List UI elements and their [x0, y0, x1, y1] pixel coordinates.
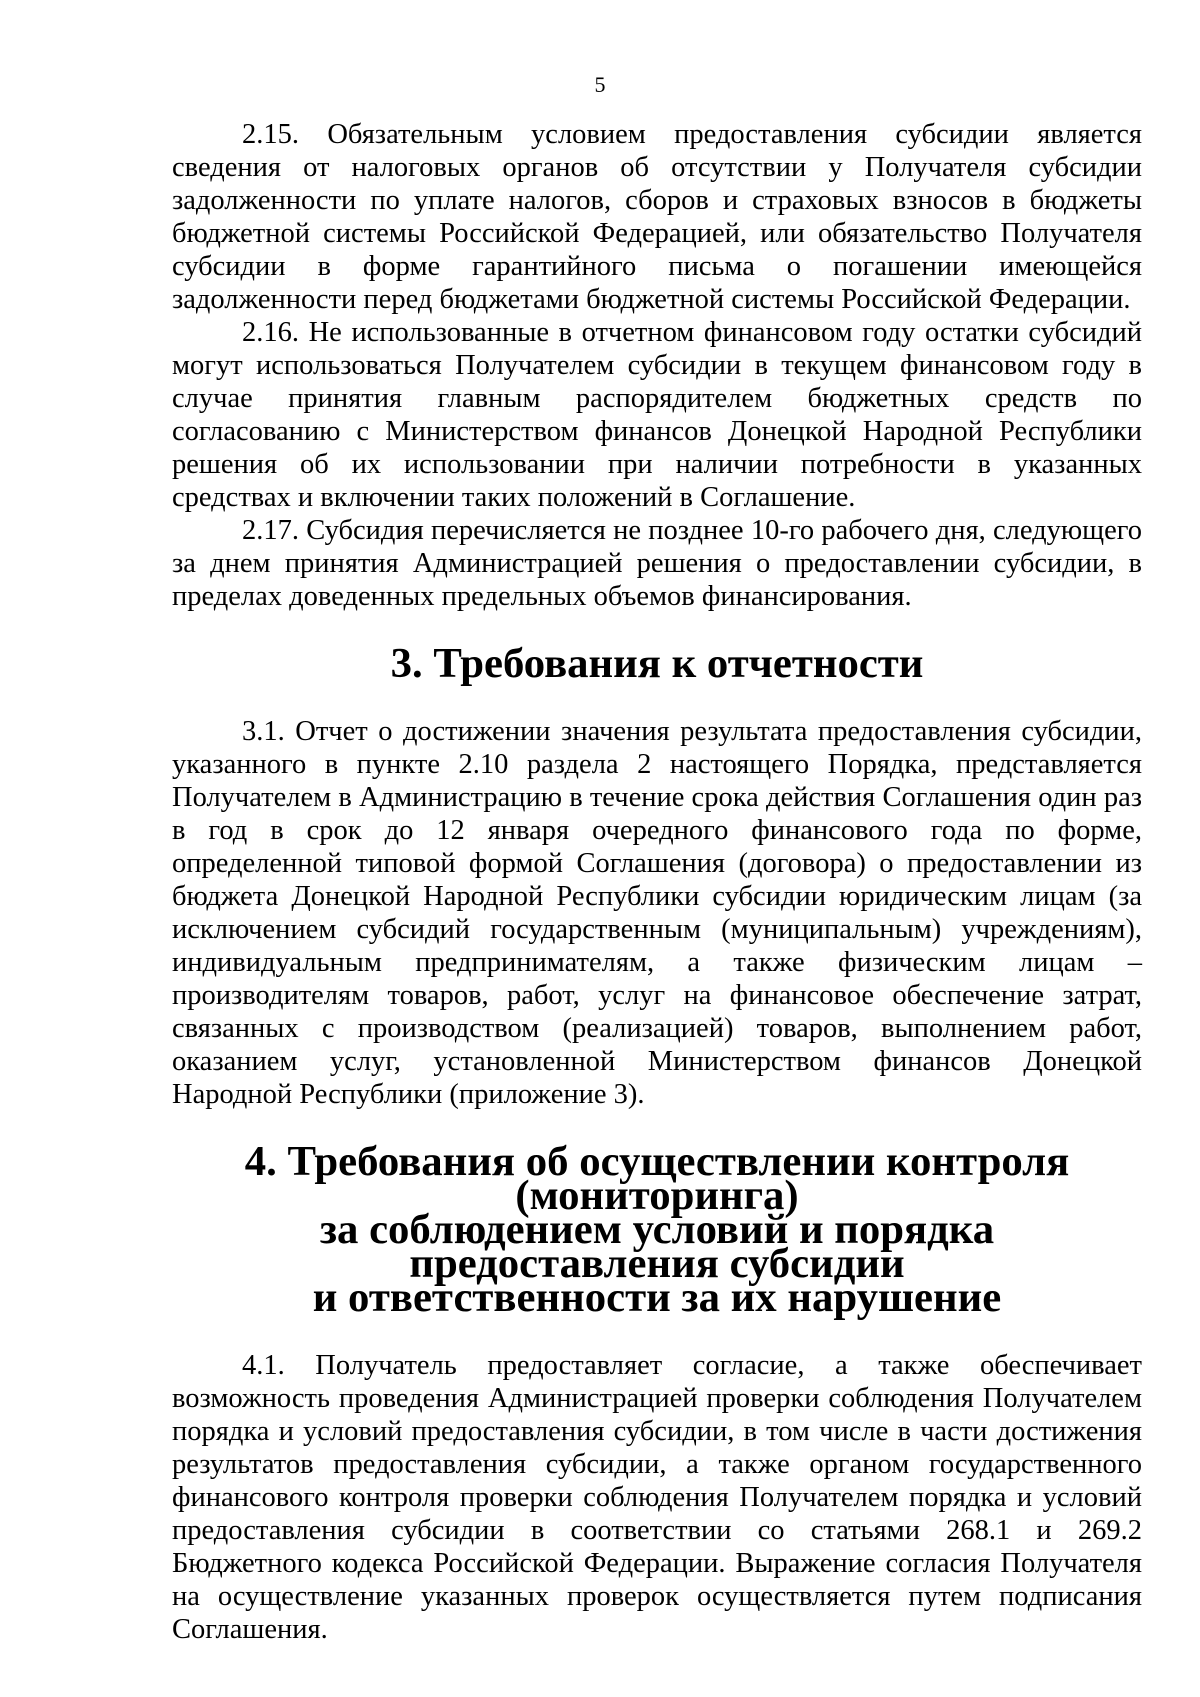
paragraph-2-15: 2.15. Обязательным условием предоставления субсидии является сведения от налоговых органов об отсутствии у Получателя субсидии задолженности по уплате налогов, сборов и страховых взносов в бюджеты бюджетной системы Российской Федерацией, или обязательство Получателя субсидии в форме гарантийного письма о погашении имеющейся задолженности перед бюджетами бюджетной системы Российской Федерации.: [172, 119, 1142, 315]
paragraph-3-1: 3.1. Отчет о достижении значения результата предоставления субсидии, указанного в пункте 2.10 раздела 2 настоящего Порядка, представляется Получателем в Администрацию в течение срока действия Соглашения один раз в год в срок до 12 января очередного финансового года по форме, определенной типовой формой Соглашения (договора) о предоставлении из бюджета Донецкой Народной Республики субсидии юридическим лицам (за исключением субсидий государственным (муниципальным) учреждениям), индивидуальным предпринимателям, а также физическим лицам – производителям товаров, работ, услуг на финансовое обеспечение затрат, связанных с производством (реализацией) товаров, выполнением работ, оказанием услуг, установленной Министерством финансов Донецкой Народной Республики (приложение 3).: [172, 716, 1142, 1110]
paragraph-2-16: 2.16. Не использованные в отчетном финансовом году остатки субсидий могут использоваться Получателем субсидии в текущем финансовом году в случае принятия главным распорядителем бюджетных средств по согласованию с Министерством финансов Донецкой Народной Республики решения об их использовании при наличии потребности в указанных средствах и включении таких положений в Соглашение.: [172, 317, 1142, 513]
section-4-heading-line-3: и ответственности за их нарушение: [312, 1274, 1002, 1321]
page-number: 5: [594, 72, 606, 97]
section-4-heading-line-1: 4. Требования об осуществлении контроля (мониторинга): [244, 1138, 1070, 1219]
paragraph-4-1: 4.1. Получатель предоставляет согласие, а также обеспечивает возможность проведения Администрацией проверки соблюдения Получателем порядка и условий предоставления субсидии, в том числе в части достижения результатов предоставления субсидии, а также органом государственного финансового контроля проверки соблюдения Получателем порядка и условий предоставления субсидии в соответствии со статьями 268.1 и 269.2 Бюджетного кодекса Российской Федерации. Выражение согласия Получателя на осуществление указанных проверок осуществляется путем подписания Соглашения.: [172, 1350, 1142, 1645]
section-3-heading-text: 3. Требования к отчетности: [390, 640, 924, 687]
section-4-heading-line-2: за соблюдением условий и порядка предоставления субсидии: [319, 1206, 995, 1287]
document-body: [172, 118, 1142, 1646]
paragraph-2-17: 2.17. Субсидия перечисляется не позднее 10-го рабочего дня, следующего за днем принятия Администрацией решения о предоставлении субсидии, в пределах доведенных предельных объемов финансирования.: [172, 515, 1142, 612]
section-4-heading: [172, 1138, 1142, 1321]
section-3-heading: [172, 640, 1142, 687]
